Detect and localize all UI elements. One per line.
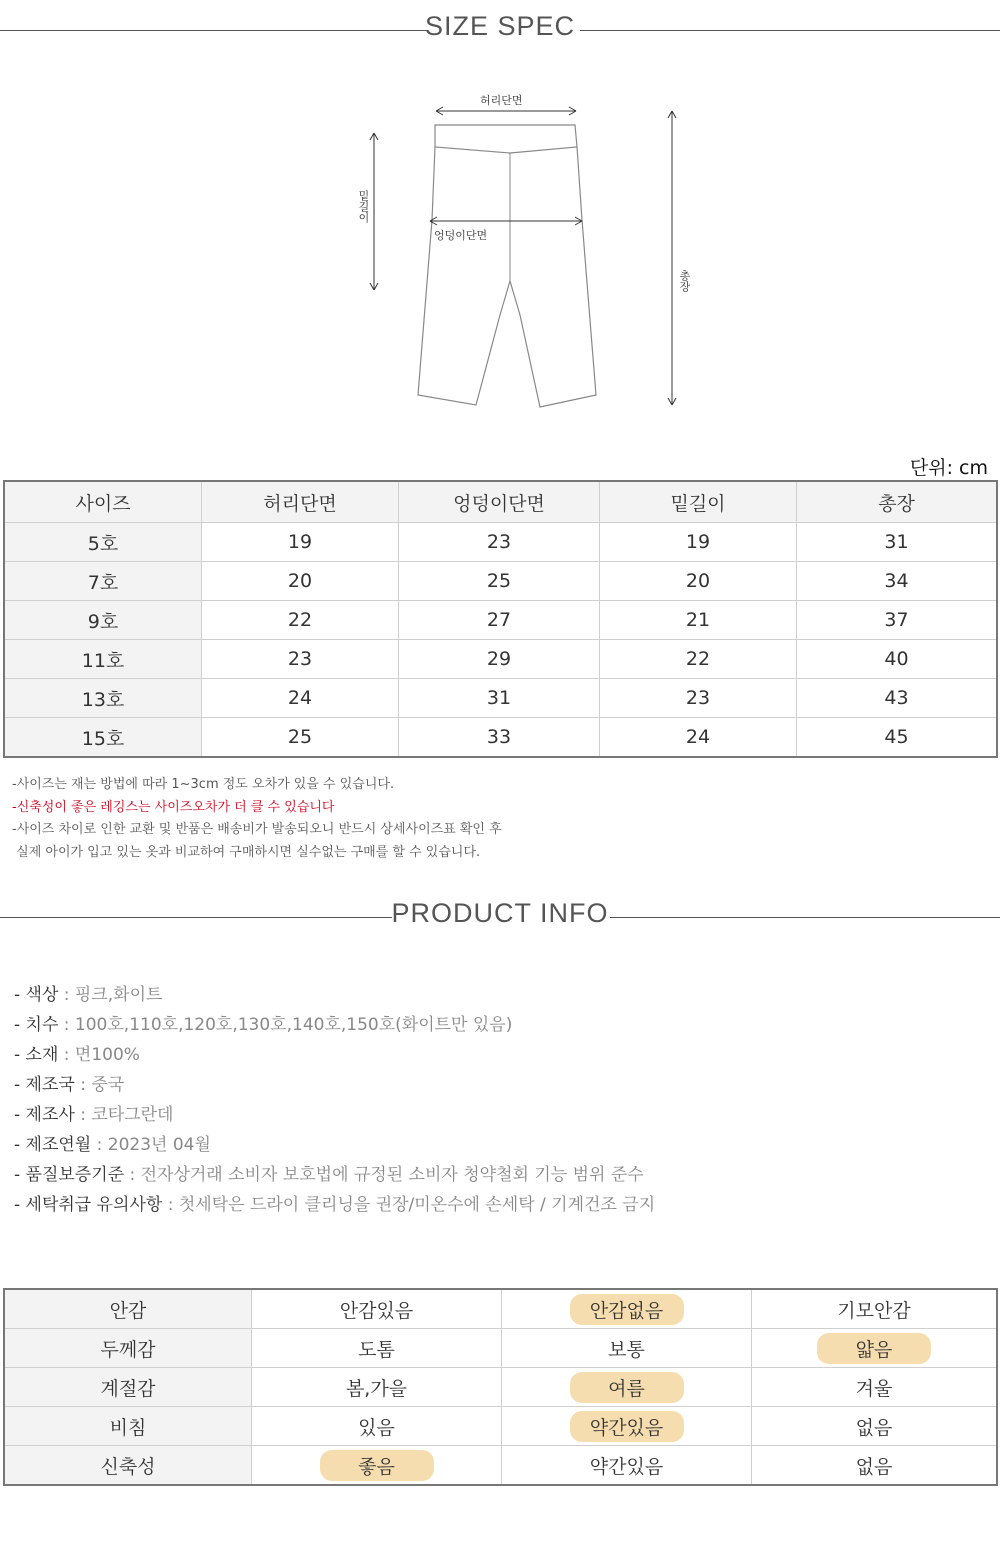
rise-cell: 21	[600, 601, 797, 640]
note-line: 실제 아이가 입고 있는 옷과 비교하여 구매하시면 실수없는 구매를 할 수 있습니다.	[12, 844, 481, 860]
option-label: 약간있음	[589, 1455, 664, 1478]
feel-row	[4, 1329, 997, 1368]
option-label: 도톰	[358, 1338, 395, 1361]
rise-cell: 24	[600, 718, 797, 758]
length-cell: 37	[797, 601, 998, 640]
table-row	[4, 601, 997, 640]
waist-cell: 24	[202, 679, 399, 718]
size-cell: 7호	[4, 562, 202, 601]
length-cell: 31	[797, 523, 998, 562]
rise-cell: 23	[600, 679, 797, 718]
size-cell: 5호	[4, 523, 202, 562]
product-info-title: PRODUCT INFO	[391, 898, 609, 928]
feel-row	[4, 1289, 997, 1329]
rise-cell: 22	[600, 640, 797, 679]
selected-option-badge: 얇음	[817, 1333, 931, 1364]
feel-row	[4, 1407, 997, 1446]
note-line: -사이즈 차이로 인한 교환 및 반품은 배송비가 발송되오니 반드시 상세사이즈표 확인 후	[12, 822, 502, 837]
waist-cell: 23	[202, 640, 399, 679]
hip-cell: 33	[399, 718, 600, 758]
header-size: 사이즈	[4, 481, 202, 523]
rise-cell: 20	[600, 562, 797, 601]
list-item: - 색상 : 핑크,화이트	[14, 985, 163, 1005]
option-label: 봄,가을	[345, 1377, 408, 1400]
list-item: - 제조연월 : 2023년 04월	[14, 1135, 211, 1155]
header-rise: 밑길이	[600, 481, 797, 523]
size-cell: 9호	[4, 601, 202, 640]
feel-option-cell	[752, 1446, 998, 1486]
option-label: 없음	[855, 1416, 893, 1439]
waist-cell: 19	[202, 523, 399, 562]
feel-option-cell	[502, 1446, 752, 1486]
waist-cell: 20	[202, 562, 399, 601]
size-table	[3, 480, 998, 758]
table-row	[4, 679, 997, 718]
feel-row	[4, 1446, 997, 1486]
feel-option-cell	[252, 1289, 502, 1329]
feel-row-label: 안감	[4, 1289, 252, 1329]
note-line-warning: -신축성이 좋은 레깅스는 사이즈오차가 더 클 수 있습니다	[12, 799, 335, 815]
unit-label: 단위: cm	[909, 457, 988, 479]
selected-option-badge: 여름	[570, 1372, 684, 1403]
feel-option-cell	[752, 1329, 998, 1368]
selected-option-badge: 약간있음	[570, 1411, 684, 1442]
size-spec-title: SIZE SPEC	[424, 11, 576, 41]
header-waist: 허리단면	[202, 481, 399, 523]
option-label: 보통	[608, 1338, 645, 1361]
product-info-list	[14, 980, 655, 1220]
option-label: 안감있음	[339, 1299, 414, 1322]
feel-option-cell	[752, 1289, 998, 1329]
length-cell: 43	[797, 679, 998, 718]
length-cell: 34	[797, 562, 998, 601]
product-info-heading	[0, 898, 1000, 938]
list-item: - 품질보증기준 : 전자상거래 소비자 보호법에 규정된 소비자 청약철회 기능 범위 준수	[14, 1165, 644, 1185]
header-hip: 엉덩이단면	[399, 481, 600, 523]
feel-option-cell	[502, 1368, 752, 1407]
fabric-feel-table	[3, 1288, 998, 1486]
feel-option-cell	[252, 1329, 502, 1368]
length-label: 총장	[678, 270, 691, 292]
hip-cell: 29	[399, 640, 600, 679]
feel-option-cell	[502, 1289, 752, 1329]
list-item: - 치수 : 100호,110호,120호,130호,140호,150호(화이트만 있음)	[14, 1015, 513, 1035]
size-table-header	[4, 481, 997, 523]
table-row	[4, 562, 997, 601]
feel-row-label: 계절감	[4, 1368, 252, 1407]
feel-option-cell	[752, 1407, 998, 1446]
length-cell: 45	[797, 718, 998, 758]
rise-label: 밑길이	[357, 190, 370, 223]
list-item: - 제조사 : 코타그란데	[14, 1105, 174, 1125]
feel-row-label: 두께감	[4, 1329, 252, 1368]
feel-option-cell	[502, 1407, 752, 1446]
note-line: -사이즈는 재는 방법에 따라 1~3cm 정도 오차가 있을 수 있습니다.	[12, 777, 395, 792]
option-label: 겨울	[855, 1377, 893, 1400]
hip-cell: 31	[399, 679, 600, 718]
size-notes	[12, 774, 502, 864]
feel-option-cell	[252, 1368, 502, 1407]
option-label: 기모안감	[837, 1299, 911, 1322]
feel-row	[4, 1368, 997, 1407]
list-item: - 제조국 : 중국	[14, 1075, 125, 1095]
hip-cell: 27	[399, 601, 600, 640]
feel-row-label: 비침	[4, 1407, 252, 1446]
table-row	[4, 640, 997, 679]
feel-option-cell	[252, 1446, 502, 1486]
table-row	[4, 523, 997, 562]
length-cell: 40	[797, 640, 998, 679]
size-cell: 11호	[4, 640, 202, 679]
table-row	[4, 718, 997, 758]
rise-cell: 19	[600, 523, 797, 562]
hip-cell: 23	[399, 523, 600, 562]
header-length: 총장	[797, 481, 998, 523]
feel-option-cell	[252, 1407, 502, 1446]
waist-cell: 22	[202, 601, 399, 640]
waist-label: 허리단면	[480, 94, 523, 107]
feel-option-cell	[752, 1368, 998, 1407]
selected-option-badge: 좋음	[320, 1450, 434, 1481]
option-label: 없음	[855, 1455, 893, 1478]
size-spec-heading	[0, 11, 1000, 51]
size-cell: 15호	[4, 718, 202, 758]
size-cell: 13호	[4, 679, 202, 718]
selected-option-badge: 안감없음	[570, 1294, 684, 1325]
list-item: - 소재 : 면100%	[14, 1045, 140, 1065]
feel-row-label: 신축성	[4, 1446, 252, 1486]
hip-label: 엉덩이단면	[434, 229, 488, 242]
pants-measurement-diagram	[330, 85, 710, 415]
list-item: - 세탁취급 유의사항 : 첫세탁은 드라이 클리닝을 권장/미온수에 손세탁 / 기계건조 금지	[14, 1195, 656, 1215]
option-label: 있음	[358, 1416, 395, 1439]
feel-option-cell	[502, 1329, 752, 1368]
waist-cell: 25	[202, 718, 399, 758]
hip-cell: 25	[399, 562, 600, 601]
pants-outline-icon	[330, 85, 710, 415]
